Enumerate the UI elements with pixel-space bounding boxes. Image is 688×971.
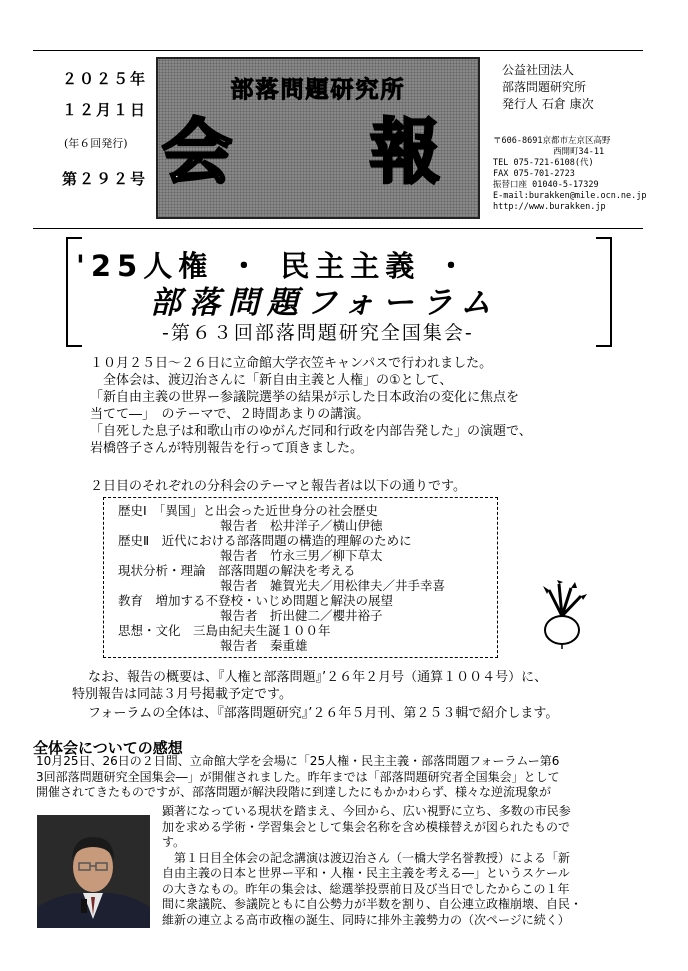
publisher-corp-type: 公益社団法人 [502,63,575,77]
intro-line: 全体会は、渡辺治さんに「新自由主義と人権」の①として、 [103,373,453,388]
masthead-logo [156,57,480,219]
intro-line: 「自死した息子は和歌山市のゆがんだ同和行政を内部告発した」の演題で、 [90,424,532,439]
session-reporters: 報告者 竹永三男／柳下草太 [220,548,383,563]
session-theme: 歴史Ⅱ 近代における部落問題の構造的理解のために [118,533,412,548]
notes-line: フォーラムの全体は、『部落問題研究』’２６年５月刊、第２５３輯で紹介します。 [88,706,559,721]
day2-intro: ２日目のそれぞれの分科会のテーマと報告者は以下の通りです。 [90,479,466,494]
article-line: 10月25日、26日の２日間、立命館大学を会場に「25人権・民主主義・部落問題フォーラムー第6 [36,754,560,768]
article-line: 加を求める学術・学習集会として集会名称を含め模様替えが図られたもので [162,819,571,834]
header-rule [33,228,643,229]
article-line: 顕著になっている現状を踏まえ、今回から、広い視野に立ち、多数の市民参 [162,804,571,818]
sessions-box [103,497,498,658]
intro-line: 当てて―」 のテーマで、２時間あまりの講演。 [90,407,370,422]
contact-tel: TEL 075-721-6108(代) [493,158,594,168]
contact-address-2: 西開町34-11 [553,147,605,157]
publisher-block [502,62,594,113]
session-theme: 思想・文化 三島由紀夫生誕１００年 [118,623,331,638]
masthead-title: 会 報 [162,110,474,193]
contact-address: 〒606-8691京都市左京区高野 [493,136,611,146]
notes-line: 特別報告は同誌３月号掲載予定です。 [72,687,292,702]
session-reporters: 報告者 秦重雄 [220,638,308,653]
intro-paragraph [90,355,532,457]
issue-year: ２０２５年 [62,70,148,88]
article-line: 3回部落問題研究全国集会―」が開催されました。昨年までは「部落問題研究者全国集会」として [36,769,560,784]
session-theme: 教育 増加する不登校・いじめ問題と解決の展望 [118,593,394,608]
contact-web[interactable]: http://www.burakken.jp [493,202,606,212]
session-reporters: 報告者 雑賀光夫／用松律夫／井手幸喜 [220,578,446,593]
contact-block [493,136,647,213]
masthead-org-name: 部落問題研究所 [230,77,406,103]
session-theme: 現状分析・理論 部落問題の解決を考える [118,563,356,578]
session-reporters: 報告者 折出健二／櫻井裕子 [220,608,383,623]
contact-transfer: 振替口座 01040-5-17329 [493,180,599,190]
contact-email[interactable]: E-mail:burakken@mile.ocn.ne.jp [493,191,647,201]
contact-fax: FAX 075-701-2723 [493,169,575,179]
issue-date: １２月１日 [62,101,148,119]
notes-line: なお、報告の概要は、『人権と部落問題』’２６年２月号（通算１００４号）に、 [88,670,548,685]
headline-bracket-right [596,237,612,347]
article-heading: 全体会についての感想 [33,739,183,757]
headline-line1: '25人権 ・ 民主主義 ・ [76,249,472,283]
issue-frequency: (年６回発行) [64,137,128,150]
article-line: 開催されてきたものですが、部落問題が解決段階に到達したにもかかわらず、様々な逆流現象が [36,785,552,799]
article-line: 間に衆議院、参議院ともに自公勢力が半数を割り、自公連立政権崩壊、自民・ [162,897,583,911]
headline-line2: 部落問題フォーラム [150,285,500,321]
article-line: 第１日目全体会の記念講演は渡辺治さん（一橋大学名誉教授）による「新 [162,850,571,865]
session-reporters: 報告者 松井洋子／横山伊徳 [220,518,383,533]
intro-line: 岩橋啓子さんが特別報告を行って頂きました。 [90,441,364,456]
top-rule [33,50,643,51]
publisher-org: 部落問題研究所 [502,80,587,94]
turnip-illustration [537,580,587,650]
article-line: の大きなもの。昨年の集会は、総選挙投票前日及び当日でしたからこの１年 [162,881,570,896]
article-line: す。 [162,835,186,849]
headline-bracket-left [66,237,82,347]
article-wrapped-lines [162,804,582,928]
speaker-photo [37,815,150,928]
article-line: 自由主義の日本と世界ー平和・人権・民主主義を考える―」というスケール [162,866,570,880]
intro-line: １０月２５日～２６日に立命館大学衣笠キャンパスで行われました。 [90,356,493,371]
publisher-issuer: 発行人 石倉 康次 [502,97,594,111]
article-line: 維新の連立よる高市政権の誕生、同時に排外主義勢力の（次ページに続く） [162,912,570,927]
session-theme: 歴史Ⅰ 「異国」と出会った近世身分の社会歴史 [118,503,378,518]
issue-number: 第２９２号 [62,170,148,188]
article-full-lines [36,754,560,801]
intro-line: 「新自由主義の世界ー参議院選挙の結果が示した日本政治の変化に焦点を [90,390,520,405]
headline-subtitle: -第６３回部落問題研究全国集会- [162,322,474,344]
